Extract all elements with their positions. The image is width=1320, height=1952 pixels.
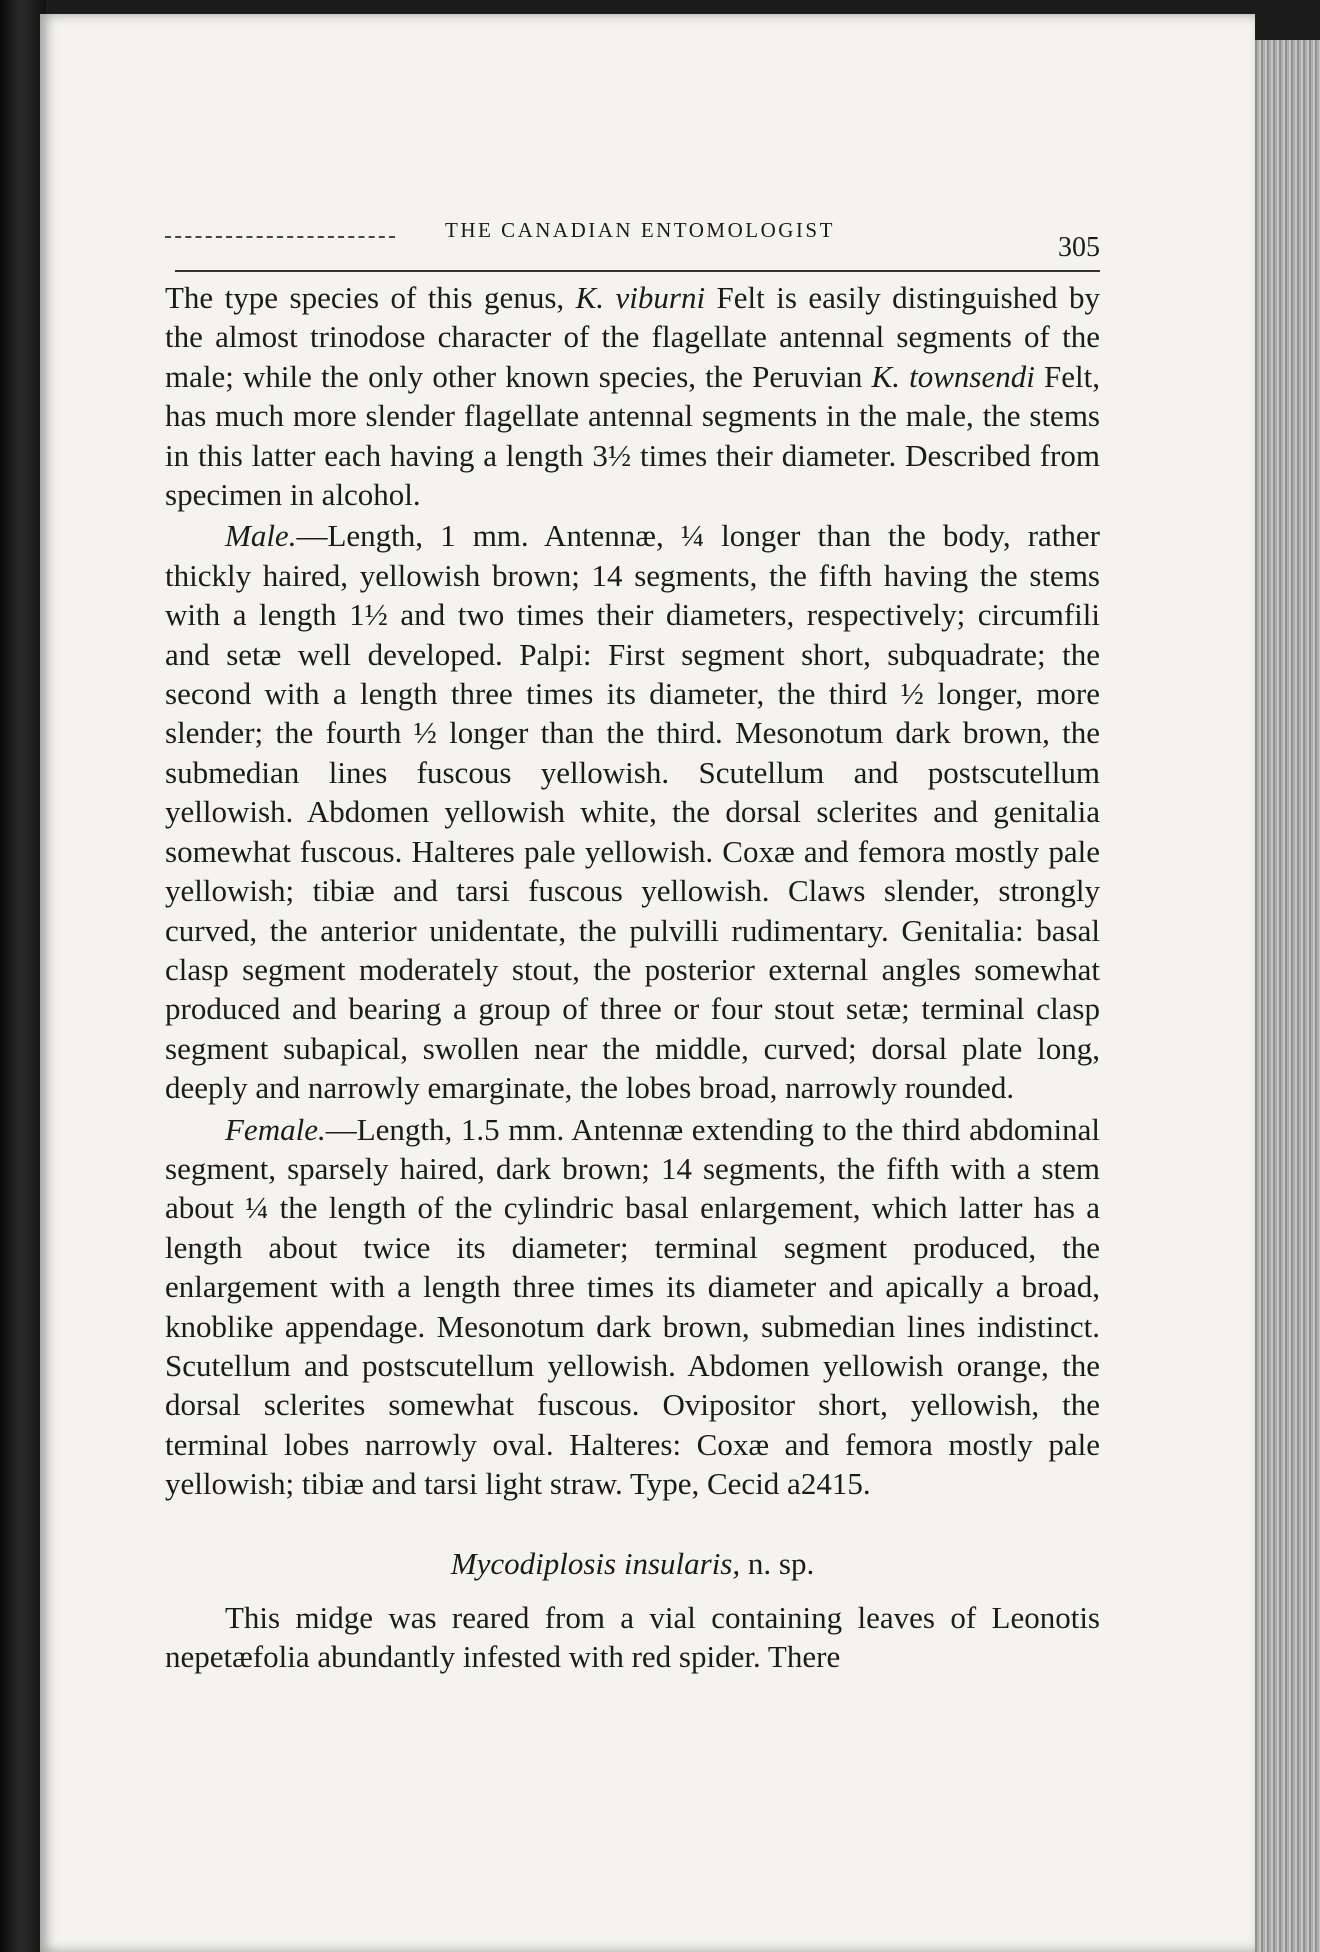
species-heading [165, 1544, 1100, 1584]
section-label: Female. [225, 1111, 326, 1147]
para-text: Felt, has much more slender flagellate antennal segments in the male, the stems in this latter each having a length 3½ times their diameter. Described from specimen in alcohol. [165, 358, 1100, 513]
species-title: Mycodiplosis insularis, [450, 1545, 741, 1581]
description-text: —Length, 1 mm. Antennæ, ¼ longer than the body, rather thickly haired, yellowish brown; 14 segments, the fifth having the stems with a length 1½ and two times their diameters, respectively; circumfili and setæ well developed. Palpi: First segment short, subquadrate; the second with a length three times its diameter, the third ½ longer, more slender; the fourth ½ longer than the third. Mesonotum dark brown, the submedian lines fuscous yellowish. Scutellum and postscutellum yellowish. Abdomen yellowish white, the dorsal sclerites and genitalia somewhat fuscous. Halteres pale yellowish. Coxæ and femora mostly pale yellowish; tibiæ and tarsi fuscous yellowish. Claws slender, strongly curved, the anterior unidentate, the pulvilli rudimentary. Genitalia: basal clasp segment moderately stout, the posterior external angles somewhat produced and bearing a group of three or four stout setæ; terminal clasp segment subapical, swollen near the middle, curved; dorsal plate long, deeply and narrowly emarginate, the lobes broad, narrowly rounded. [165, 518, 1100, 1106]
text-column [165, 214, 1100, 1676]
article-body [165, 278, 1100, 1504]
species-name: K. townsendi [871, 358, 1035, 394]
running-head [175, 214, 1100, 272]
section-label: Male. [225, 518, 297, 554]
para-text: The type species of this genus, [165, 280, 576, 315]
header-rule [165, 236, 395, 238]
male-description [165, 516, 1100, 1107]
book-page [40, 14, 1255, 1952]
species-name: K. viburni [575, 280, 706, 315]
genus-paragraph [165, 278, 1100, 514]
journal-title: THE CANADIAN ENTOMOLOGIST [445, 218, 835, 242]
species-suffix: n. sp. [740, 1545, 815, 1581]
page-number: 305 [1058, 232, 1100, 263]
article-body-continued [165, 1598, 1100, 1677]
species-intro-paragraph: This midge was reared from a vial containing leaves of Leonotis nepetæfolia abundantly infested with red spider. There [165, 1599, 1100, 1674]
female-description [165, 1110, 1100, 1504]
para-text: Felt is easily distinguished by the almost trinodose character of the flagellate antennal segments of the male; while the only other known species, the Peruvian [165, 280, 1100, 394]
description-text: —Length, 1.5 mm. Antennæ extending to the third abdominal segment, sparsely haired, dark brown; 14 segments, the fifth with a stem about ¼ the length of the cylindric basal enlargement, which latter has a length about twice its diameter; terminal segment produced, the enlargement with a length three times its diameter and apically a broad, knoblike appendage. Mesonotum dark brown, submedian lines indistinct. Scutellum and postscutellum yellowish. Abdomen yellowish orange, the dorsal sclerites somewhat fuscous. Ovipositor short, yellowish, the terminal lobes narrowly oval. Halteres: Coxæ and femora mostly pale yellowish; tibiæ and tarsi light straw. Type, Cecid a2415. [165, 1111, 1100, 1502]
